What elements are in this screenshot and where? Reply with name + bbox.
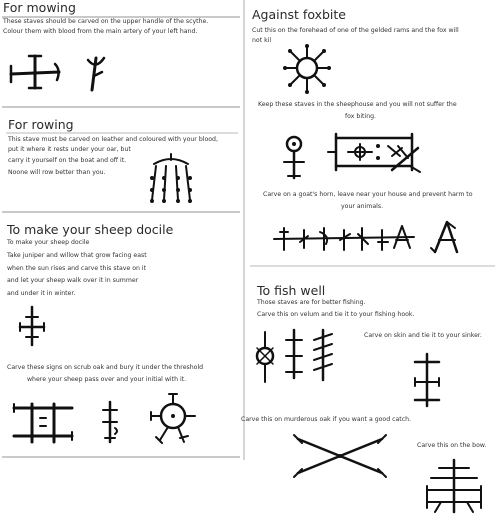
section-rule (6, 132, 238, 134)
foxbite-stave-5 (270, 222, 418, 256)
fish-stave-6 (421, 458, 487, 514)
sheep-stave-3 (99, 398, 121, 446)
mowing-stave-2 (84, 52, 110, 94)
foxbite-text-5: Carve on a goat's horn, leave near your house and prevent harm to (263, 191, 473, 198)
sheep-stave-1 (14, 305, 50, 347)
rowing-text-3: carry it yourself on the boat and off it. (8, 157, 127, 164)
fish-text-1: Those staves are for better fishing. (257, 299, 366, 306)
fish-stave-2 (282, 326, 306, 382)
fish-stave-4 (407, 352, 447, 408)
mowing-text-1: These staves should be carved on the upper handle of the scythe. (3, 18, 209, 25)
foxbite-stave-1 (282, 43, 332, 95)
fish-text-2: Carve this on velum and tie it to your fishing hook. (257, 311, 415, 318)
rowing-text-2: put it where it rests under your oar, but (8, 146, 131, 153)
foxbite-text-4: fox biting. (345, 113, 377, 120)
section-title-sheep: To make your sheep docile (7, 222, 174, 237)
sheep-text-6: Carve these signs on scrub oak and bury it under the threshold (7, 364, 204, 371)
foxbite-text-1: Cut this on the forehead of one of the gelded rams and the fox will (252, 27, 459, 34)
section-title-rowing: For rowing (8, 117, 74, 132)
sheep-text-7: where your sheep pass over and your initial with it. (27, 376, 187, 383)
fish-catch-text: Carve this on murderous oak if you want a good catch. (241, 416, 412, 423)
fish-stave-1 (253, 328, 281, 386)
foxbite-stave-4 (388, 140, 424, 176)
section-title-mowing: For mowing (3, 0, 76, 15)
section-title-fish: To fish well (257, 283, 326, 298)
rowing-text-4: Noone will row better than you. (8, 169, 106, 176)
sheep-stave-4 (148, 392, 198, 450)
fish-stave-5 (290, 431, 390, 481)
sheep-text-1: To make your sheep docile (7, 239, 90, 246)
foxbite-stave-6 (429, 218, 463, 256)
sheep-text-4: and let your sheep walk over it in summer (7, 277, 139, 284)
section-rule (250, 265, 495, 267)
sheep-text-5: and under it in winter. (7, 290, 76, 297)
foxbite-text-3: Keep these staves in the sheephouse and you will not suffer the (258, 101, 457, 108)
section-rule (2, 456, 240, 458)
fish-sinker-text: Carve on skin and tie it to your sinker. (364, 332, 482, 339)
sheep-stave-2 (10, 398, 76, 446)
mowing-text-2: Colour them with blood from the main artery of your left hand. (3, 28, 198, 35)
fish-bow-text: Carve this on the bow. (417, 442, 487, 449)
rowing-stave (146, 150, 196, 206)
fish-stave-3 (310, 326, 336, 384)
column-divider (243, 0, 245, 460)
mowing-stave-1 (5, 52, 63, 92)
section-rule (2, 106, 240, 108)
rowing-text-1: This stave must be carved on leather and coloured with your blood, (8, 136, 218, 143)
foxbite-text-2: not kil (252, 37, 272, 44)
foxbite-text-6: your animals. (341, 203, 384, 210)
foxbite-stave-2 (280, 132, 308, 180)
section-title-foxbite: Against foxbite (252, 7, 346, 22)
section-rule (2, 211, 240, 213)
sheep-text-3: when the sun rises and carve this stave on it (7, 265, 147, 272)
sheep-text-2: Take juniper and willow that grow facing east (7, 252, 147, 259)
